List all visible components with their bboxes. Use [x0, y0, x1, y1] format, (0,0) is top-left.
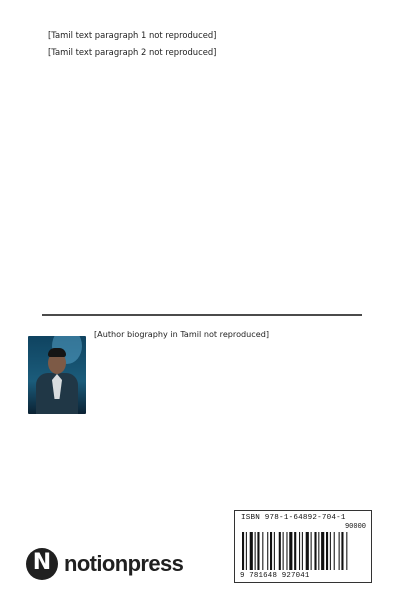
barcode-bar	[299, 532, 300, 570]
barcode-bar	[270, 532, 272, 570]
author-biography	[94, 328, 372, 482]
author-biography-text: [Author biography in Tamil not reproduced]	[94, 329, 270, 339]
isbn-barcode	[234, 510, 372, 583]
publisher-mark-icon: N	[26, 548, 58, 580]
barcode-bar	[334, 532, 335, 570]
barcode-bar	[339, 532, 340, 570]
barcode-bar	[311, 532, 312, 570]
barcode-bar	[289, 532, 292, 570]
publisher-logo	[26, 548, 184, 584]
price-code: 90000	[344, 523, 366, 531]
barcode-bar	[318, 532, 319, 570]
barcode-bar	[326, 532, 328, 570]
synopsis-paragraph-2: [Tamil text paragraph 2 not reproduced]	[48, 47, 217, 58]
barcode-bar	[267, 532, 268, 570]
barcode-bar	[346, 532, 347, 570]
book-synopsis	[48, 28, 360, 290]
barcode-bar	[314, 532, 316, 570]
author-photo	[28, 336, 86, 414]
author-section	[28, 328, 372, 482]
barcode-bar	[250, 532, 253, 570]
synopsis-paragraph-1: [Tamil text paragraph 1 not reproduced]	[48, 30, 217, 40]
barcode-bar	[274, 532, 275, 570]
publisher-name: notionpress	[64, 551, 184, 576]
isbn-label: ISBN 978-1-64892-704-1	[241, 514, 346, 522]
section-divider	[42, 314, 362, 316]
barcode-bar	[321, 532, 324, 570]
author-hair-shape	[48, 348, 66, 357]
barcode-bar	[262, 532, 263, 570]
barcode-bar	[257, 532, 259, 570]
barcode-bar	[246, 532, 247, 570]
barcode-bar	[279, 532, 281, 570]
barcode-number: 9 781648 927041	[240, 572, 310, 580]
barcode-icon	[239, 532, 369, 572]
barcode-bar	[283, 532, 284, 570]
barcode-bar	[255, 532, 256, 570]
barcode-bar	[294, 532, 296, 570]
barcode-bar	[341, 532, 343, 570]
barcode-bar	[302, 532, 303, 570]
barcode-bar	[242, 532, 244, 570]
barcode-bar	[330, 532, 331, 570]
barcode-bar	[286, 532, 287, 570]
barcode-bar	[306, 532, 309, 570]
